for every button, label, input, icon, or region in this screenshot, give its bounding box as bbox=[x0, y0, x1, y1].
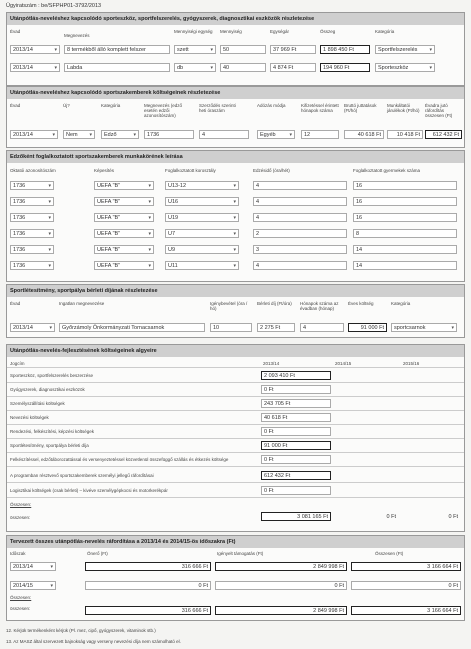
cost-label: Személyszállítási költségek bbox=[10, 401, 65, 406]
children-count-field[interactable]: 16 bbox=[353, 213, 457, 222]
qualification-select[interactable]: UEFA "B" ▾ bbox=[94, 261, 154, 270]
col-label: Foglalkoztatott korosztály bbox=[165, 168, 216, 173]
col-label: Bérleti díj (Ft/óra) bbox=[257, 301, 292, 306]
qualification-select[interactable]: UEFA "B" ▾ bbox=[94, 213, 154, 222]
property-name-field[interactable]: Győrzámoly Önkormányzati Tornacsarnok bbox=[59, 323, 205, 332]
col-label: Igénybevétel (óra / hó) bbox=[210, 301, 248, 311]
children-count-field[interactable]: 14 bbox=[353, 261, 457, 270]
cost-value-field: 243 705 Ft bbox=[261, 399, 331, 408]
own-contribution-field: 0 Ft bbox=[85, 581, 211, 590]
footnote: 13. Az MASZ által szervezett bajnokság vagy verseny nevezési díja nem számolható el. bbox=[6, 639, 181, 644]
col-label: Kifizetéssel érintett hónapok száma bbox=[301, 103, 339, 113]
children-count-field[interactable]: 16 bbox=[353, 197, 457, 206]
item-name-field[interactable]: 8 termékből álló komplett felszer bbox=[64, 45, 170, 54]
col-label: Mennyiségi egység bbox=[174, 29, 213, 34]
footnote: 12. Kérjük termékenként kérjük (Pl. mez, cipő, gyógyszerek, vitaminok stb.) bbox=[6, 628, 156, 633]
cost-label: Nevezési költségek bbox=[10, 415, 49, 420]
col-label: Hónapok száma az évadban (hónap) bbox=[300, 301, 339, 311]
new-select[interactable]: Nem ▾ bbox=[63, 130, 95, 139]
age-group-select[interactable]: U16 ▾ bbox=[165, 197, 239, 206]
col-label: Időszak bbox=[10, 551, 26, 556]
period-select[interactable]: 2013/14 ▾ bbox=[10, 562, 56, 571]
col-label: Évad bbox=[10, 29, 21, 34]
document-id: Ügyiratszám : be/SFPHP01-3792/2013 bbox=[6, 3, 102, 9]
amount-field: 1 898 450 Ft bbox=[320, 45, 370, 54]
category-select[interactable]: Sporteszköz ▾ bbox=[375, 63, 435, 72]
col-label: Kategória bbox=[101, 103, 121, 108]
season-total-field: 612 432 Ft bbox=[425, 130, 462, 139]
section-facility-rent bbox=[6, 284, 465, 338]
training-hours-field[interactable]: 4 bbox=[253, 197, 347, 206]
col-label: Igényelt támogatás (Ft) bbox=[217, 551, 264, 556]
cost-value-field: 91 000 Ft bbox=[261, 441, 331, 450]
col-label: Munkáltatói járulékok (Ft/hó) bbox=[387, 103, 420, 113]
own-contribution-field: 316 666 Ft bbox=[85, 562, 211, 571]
months-field[interactable]: 4 bbox=[300, 323, 344, 332]
col-label: Kategória bbox=[375, 29, 395, 34]
section-title: Utánpótlás-neveléshez kapcsolódó sporteszköz, sportfelszerelés, gyógyszerek, diagnosztikai eszközök részletezése bbox=[7, 13, 464, 25]
coach-id-field[interactable]: 1736 bbox=[144, 130, 194, 139]
cost-label: Felkészítéssel, edzőtáborozattással és versenyeztetéssel közvetlenül összefüggő szállás és étkezés költsége bbox=[10, 457, 229, 462]
col-label: Adózás módja bbox=[257, 103, 286, 108]
total-label: Összesen: bbox=[10, 502, 32, 507]
qualification-select[interactable]: UEFA "B" ▾ bbox=[94, 197, 154, 206]
col-label: Egységár bbox=[270, 29, 290, 34]
cost-value-field: 612 432 Ft bbox=[261, 471, 331, 480]
gross-field[interactable]: 40 618 Ft bbox=[344, 130, 384, 139]
coach-id-select[interactable]: 1736 ▾ bbox=[10, 197, 54, 206]
cost-value-field: 2 093 410 Ft bbox=[261, 371, 331, 380]
col-label: Összeg bbox=[320, 29, 336, 34]
coach-id-select[interactable]: 1736 ▾ bbox=[10, 181, 54, 190]
col-label: Képesítés bbox=[94, 168, 115, 173]
age-group-select[interactable]: U11 ▾ bbox=[165, 261, 239, 270]
cost-value-field: 0 Ft bbox=[261, 427, 331, 436]
cost-label: Logisztikai költségek (csak bérleti) – kivéve személygépkocsi és motorkerékpár bbox=[10, 488, 168, 493]
col-label: Összesen (Ft) bbox=[375, 551, 404, 556]
cost-value-field: 40 618 Ft bbox=[261, 413, 331, 422]
cost-label: Sporteszköz, sportfelszerelés beszerzése bbox=[10, 373, 94, 378]
season-select[interactable]: 2013/14 ▾ bbox=[10, 63, 60, 72]
quantity-field[interactable]: 50 bbox=[220, 45, 266, 54]
employer-contrib-field[interactable]: 10 418 Ft bbox=[387, 130, 423, 139]
category-select[interactable]: Edző ▾ bbox=[101, 130, 139, 139]
category-select[interactable]: sportcsarnok ▾ bbox=[391, 323, 457, 332]
children-count-field[interactable]: 16 bbox=[353, 181, 457, 190]
annual-cost-field: 91 000 Ft bbox=[348, 323, 387, 332]
period-total-field: 0 Ft bbox=[351, 581, 461, 590]
weekly-hours-field[interactable]: 4 bbox=[199, 130, 249, 139]
cost-label: A programban résztvevő sportszakemberek személyi jellegű ráfordításai bbox=[10, 473, 154, 478]
children-count-field[interactable]: 14 bbox=[353, 245, 457, 254]
season-select[interactable]: 2013/14 ▾ bbox=[10, 45, 60, 54]
col-label: Edzésidő (óra/hét) bbox=[253, 168, 290, 173]
col-label: Ingatlan megnevezése bbox=[59, 301, 105, 306]
period-select[interactable]: 2014/15 ▾ bbox=[10, 581, 56, 590]
col-label: Mennyiség bbox=[220, 29, 242, 34]
training-hours-field[interactable]: 4 bbox=[253, 181, 347, 190]
col-label: Szerződés szerinti heti óraszám bbox=[199, 103, 236, 113]
year-label: 2015/16 bbox=[403, 361, 420, 366]
total-own-field: 316 666 Ft bbox=[85, 606, 211, 615]
quantity-field[interactable]: 40 bbox=[220, 63, 266, 72]
total-2013-field: 3 081 165 Ft bbox=[261, 512, 331, 521]
training-hours-field[interactable]: 4 bbox=[253, 213, 347, 222]
training-hours-field[interactable]: 3 bbox=[253, 245, 347, 254]
requested-support-field: 2 849 998 Ft bbox=[215, 562, 347, 571]
tax-mode-select[interactable]: Egyéb ▾ bbox=[257, 130, 295, 139]
cost-value-field: 0 Ft bbox=[261, 455, 331, 464]
unit-select[interactable]: szett ▾ bbox=[174, 45, 216, 54]
col-label: Éves költség bbox=[348, 301, 374, 306]
col-label: Bruttó juttatások (Ft/hó) bbox=[344, 103, 377, 113]
cost-label: Gyógyszerek, diagnosztikai eszközök bbox=[10, 387, 85, 392]
category-select[interactable]: Sportfelszerelés ▾ bbox=[375, 45, 435, 54]
col-label: Évadra jutó ráfordítás összesen (Ft) bbox=[425, 103, 453, 118]
col-label: Megnevezés (edző esetén edzői azonosítószám) bbox=[144, 103, 183, 118]
age-group-select[interactable]: U19 ▾ bbox=[165, 213, 239, 222]
cost-label: Rendezési, felkészítési, képzési költségek bbox=[10, 429, 95, 434]
section-planned-total bbox=[6, 535, 465, 621]
section-title: Edzőként foglalkoztatott sportszakemberek munkakörének leírása bbox=[7, 151, 464, 163]
usage-hours-field[interactable]: 10 bbox=[210, 323, 252, 332]
total-label: Összesen: bbox=[10, 595, 32, 600]
unit-price-field[interactable]: 37 969 Ft bbox=[270, 45, 316, 54]
col-label: Kategória bbox=[391, 301, 411, 306]
total-2015-field: 0 Ft bbox=[448, 514, 458, 520]
year-label: 2013/14 bbox=[263, 361, 280, 366]
section-coach-duties bbox=[6, 150, 465, 282]
total-requested-field: 2 849 998 Ft bbox=[215, 606, 347, 615]
coach-id-select[interactable]: 1736 ▾ bbox=[10, 245, 54, 254]
qualification-select[interactable]: UEFA "B" ▾ bbox=[94, 181, 154, 190]
training-hours-field[interactable]: 2 bbox=[253, 229, 347, 238]
col-label: Megnevezés bbox=[64, 33, 90, 38]
unit-price-field[interactable]: 4 874 Ft bbox=[270, 63, 316, 72]
section-staff-costs bbox=[6, 86, 465, 148]
months-field[interactable]: 12 bbox=[301, 130, 339, 139]
season-select[interactable]: 2013/14 ▾ bbox=[10, 130, 58, 139]
section-title: Tervezett összes utánpótlás-nevelés ráfordítása a 2013/14 és 2014/15-ös időszakra (Ft) bbox=[7, 536, 464, 548]
cost-label: Sportlétesítmény, sportpálya bérleti díja bbox=[10, 443, 89, 448]
children-count-field[interactable]: 8 bbox=[353, 229, 457, 238]
item-name-field[interactable]: Labda bbox=[64, 63, 170, 72]
section-sport-equipment bbox=[6, 12, 465, 86]
age-group-select[interactable]: U7 ▾ bbox=[165, 229, 239, 238]
cost-value-field: 0 Ft bbox=[261, 486, 331, 495]
col-label: Jogcím bbox=[10, 361, 25, 366]
grand-total-field: 3 166 664 Ft bbox=[351, 606, 461, 615]
col-label: Önerő (Ft) bbox=[87, 551, 108, 556]
col-label: Évad bbox=[10, 103, 21, 108]
col-label: Foglalkoztatott gyermekek száma bbox=[353, 168, 421, 173]
coach-id-select[interactable]: 1736 ▾ bbox=[10, 229, 54, 238]
total-label: összesen: bbox=[10, 606, 31, 611]
col-label: Új? bbox=[63, 103, 70, 108]
section-title: Utánpótlás-neveléshez kapcsolódó sportszakemberek költségeinek részletezése bbox=[7, 87, 464, 99]
unit-select[interactable]: db ▾ bbox=[174, 63, 216, 72]
total-2014-field: 0 Ft bbox=[386, 514, 396, 520]
training-hours-field[interactable]: 4 bbox=[253, 261, 347, 270]
coach-id-select[interactable]: 1736 ▾ bbox=[10, 213, 54, 222]
period-total-field: 3 166 664 Ft bbox=[351, 562, 461, 571]
col-label: Oktatói azonosítószám bbox=[10, 168, 56, 173]
rent-rate-field[interactable]: 2 275 Ft bbox=[257, 323, 295, 332]
qualification-select[interactable]: UEFA "B" ▾ bbox=[94, 229, 154, 238]
amount-field: 194 960 Ft bbox=[320, 63, 370, 72]
coach-id-select[interactable]: 1736 ▾ bbox=[10, 261, 54, 270]
section-title: Utánpótlás-nevelés-fejlesztésének költségeinek algyeire bbox=[7, 345, 464, 357]
age-group-select[interactable]: U13-12 ▾ bbox=[165, 181, 239, 190]
section-title: Sportlétesítmény, sportpálya bérleti díjának részletezése bbox=[7, 285, 464, 297]
age-group-select[interactable]: U9 ▾ bbox=[165, 245, 239, 254]
col-label: Évad bbox=[10, 301, 21, 306]
section-cost-summary bbox=[6, 344, 465, 532]
year-label: 2014/15 bbox=[335, 361, 352, 366]
qualification-select[interactable]: UEFA "B" ▾ bbox=[94, 245, 154, 254]
season-select[interactable]: 2013/14 ▾ bbox=[10, 323, 55, 332]
requested-support-field: 0 Ft bbox=[215, 581, 347, 590]
total-label: összesen: bbox=[10, 515, 31, 520]
cost-value-field: 0 Ft bbox=[261, 385, 331, 394]
